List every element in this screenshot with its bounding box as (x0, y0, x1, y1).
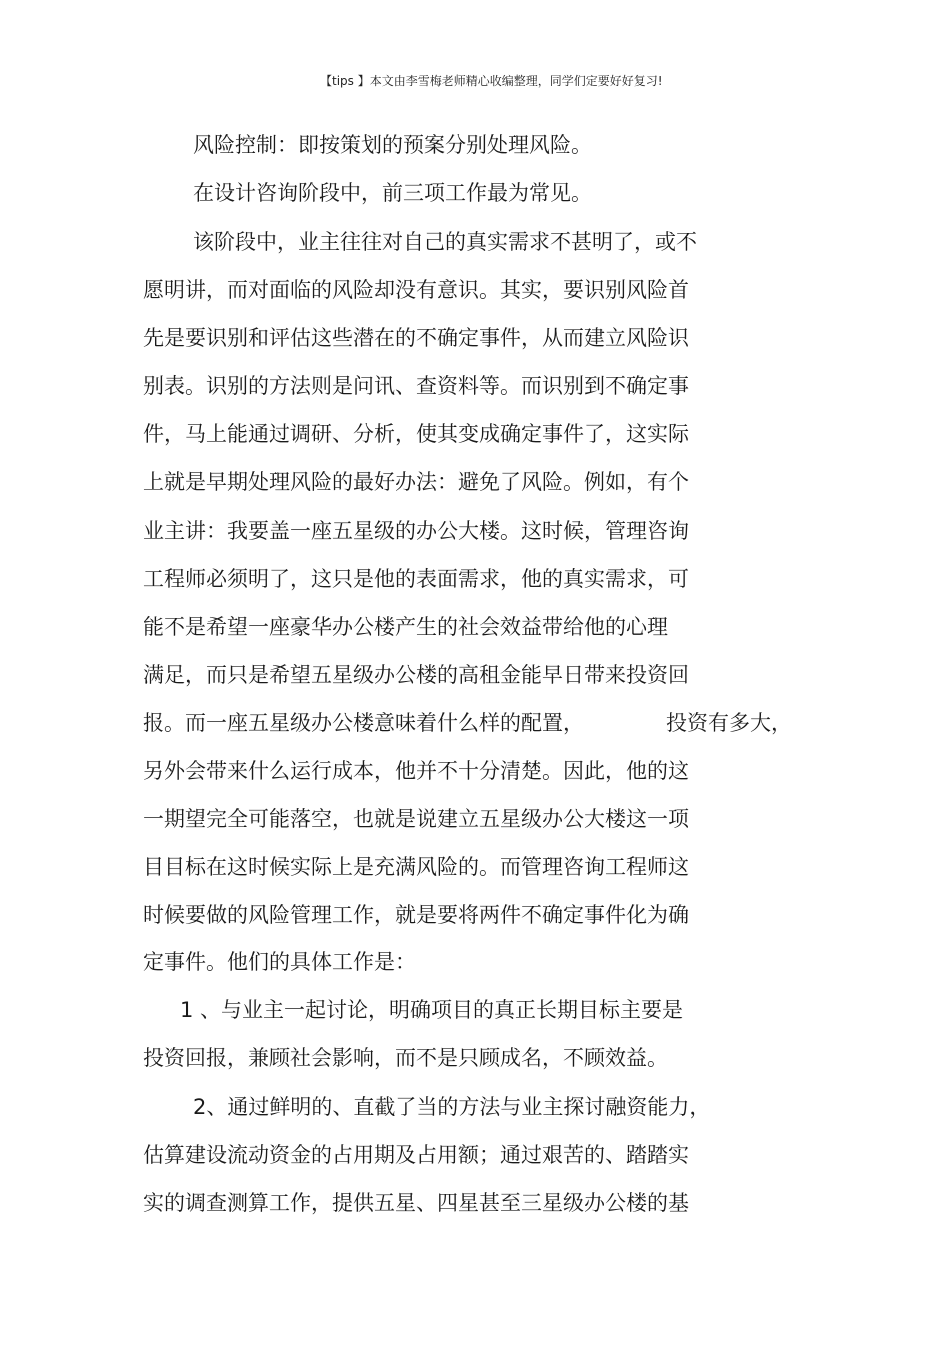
line-text: 目目标在这时候实际上是充满风险的。而管理咨询工程师这 (143, 855, 689, 879)
line-text: 别表。识别的方法则是问讯、查资料等。而识别到不确定事 (143, 374, 689, 398)
line-text: 一期望完全可能落空，也就是说建立五星级办公大楼这一项 (143, 807, 689, 831)
line-text: 该阶段中，业主往往对自己的真实需求不甚明了，或不 (193, 230, 697, 254)
line-text: 定事件。他们的具体工作是： (143, 950, 416, 974)
line-text: 满足，而只是希望五星级办公楼的高租金能早日带来投资回 (143, 663, 689, 687)
line-text: 先是要识别和评估这些潜在的不确定事件，从而建立风险识 (143, 326, 689, 350)
line-text: 1 、与业主一起讨论，明确项目的真正长期目标主要是 (180, 998, 684, 1022)
line-text: 2、通过鲜明的、直截了当的方法与业主探讨融资能力， (193, 1095, 711, 1119)
line-text-tail: 投资有多大， (666, 711, 792, 735)
line-text: 件，马上能通过调研、分析，使其变成确定事件了，这实际 (143, 422, 689, 446)
line-text: 投资回报，兼顾社会影响，而不是只顾成名，不顾效益。 (143, 1046, 668, 1070)
line-text: 时候要做的风险管理工作，就是要将两件不确定事件化为确 (143, 903, 689, 927)
line-text: 工程师必须明了，这只是他的表面需求，他的真实需求，可 (143, 567, 689, 591)
line-text: 上就是早期处理风险的最好办法：避免了风险。例如，有个 (143, 470, 689, 494)
header-tip: 【tips 】本文由李雪梅老师精心收编整理，同学们定要好好复习! (320, 74, 663, 88)
line-text: 愿明讲，而对面临的风险却没有意识。其实，要识别风险首 (143, 278, 689, 302)
line-text: 估算建设流动资金的占用期及占用额；通过艰苦的、踏踏实 (143, 1143, 689, 1167)
line-text: 报。而一座五星级办公楼意味着什么样的配置， (143, 711, 584, 735)
line-text: 实的调查测算工作，提供五星、四星甚至三星级办公楼的基 (143, 1191, 689, 1215)
line-text: 在设计咨询阶段中，前三项工作最为常见。 (193, 181, 592, 205)
line-text: 风险控制：即按策划的预案分别处理风险。 (193, 133, 592, 157)
line-text: 能不是希望一座豪华办公楼产生的社会效益带给他的心理 (143, 615, 668, 639)
line-text: 业主讲：我要盖一座五星级的办公大楼。这时候，管理咨询 (143, 519, 689, 543)
line-text: 另外会带来什么运行成本，他并不十分清楚。因此，他的这 (143, 759, 689, 783)
